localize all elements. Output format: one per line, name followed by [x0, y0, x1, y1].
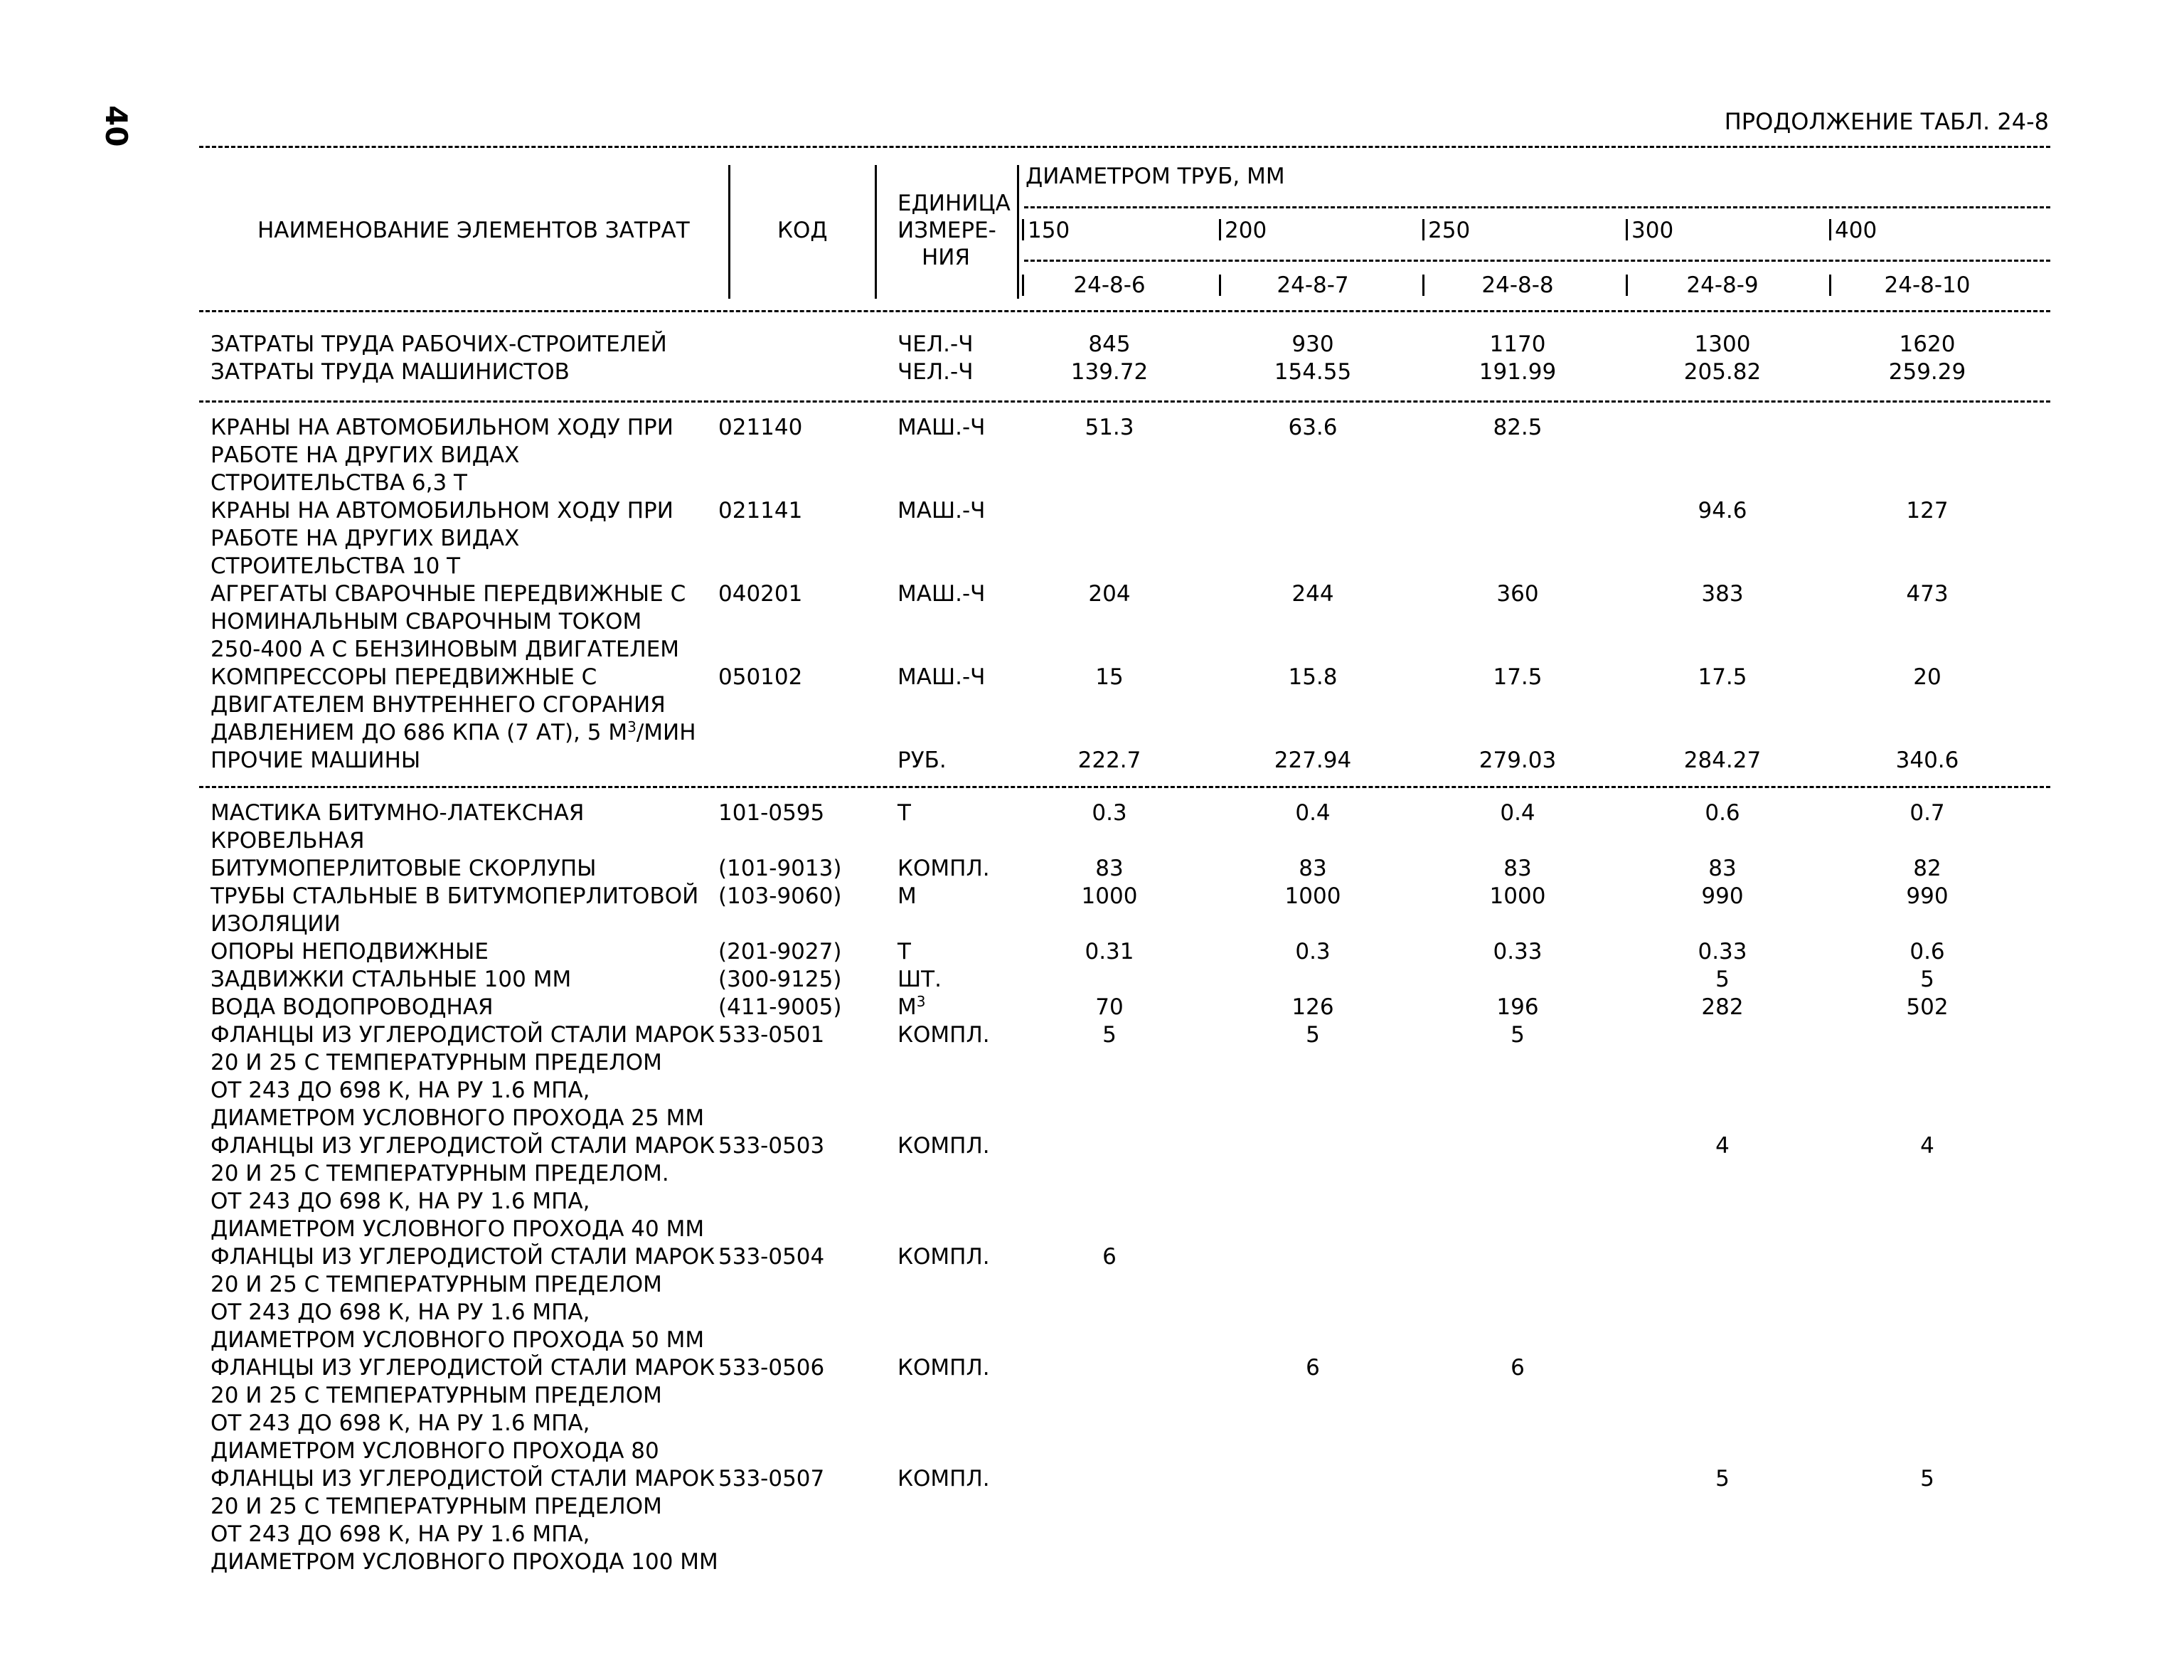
row-code: (201-9027) [718, 939, 842, 964]
row-code: 101-0595 [718, 800, 825, 826]
diameter-divider [1022, 219, 1024, 240]
norm-code: 24-8-9 [1686, 272, 1759, 298]
norm-code: 24-8-6 [1073, 272, 1146, 298]
row-value: 1000 [1489, 883, 1546, 909]
row-value: 930 [1291, 331, 1334, 357]
diameter-divider [1422, 275, 1424, 296]
row-code: 533-0504 [718, 1244, 825, 1270]
row-value: 1170 [1489, 331, 1546, 357]
header-name: НАИМЕНОВАНИЕ ЭЛЕМЕНТОВ ЗАТРАТ [257, 218, 690, 243]
row-value: 0.6 [1705, 800, 1740, 826]
row-name-line: ФЛАНЦЫ ИЗ УГЛЕРОДИСТОЙ СТАЛИ МАРОК [211, 1355, 715, 1381]
row-unit: КОМПЛ. [897, 856, 990, 881]
row-value: 82.5 [1493, 415, 1543, 440]
row-value: 5 [1511, 1022, 1525, 1048]
superscript: 3 [627, 718, 636, 735]
row-value: 1620 [1899, 331, 1956, 357]
row-unit: КОМПЛ. [897, 1022, 990, 1048]
header-divider [875, 165, 877, 299]
header-divider [728, 165, 730, 299]
row-unit: МАШ.-Ч [897, 581, 986, 607]
diameter-400: 400 [1835, 218, 1877, 243]
row-unit: М [897, 883, 917, 909]
row-value: 154.55 [1274, 359, 1352, 385]
row-name-line: ФЛАНЦЫ ИЗ УГЛЕРОДИСТОЙ СТАЛИ МАРОК [211, 1466, 715, 1492]
row-code: (101-9013) [718, 856, 842, 881]
norm-code: 24-8-8 [1481, 272, 1554, 298]
row-value: 5 [1920, 1466, 1934, 1492]
row-name-line: ОТ 243 ДО 698 К, НА РУ 1.6 МПА, [211, 1410, 590, 1436]
row-code: 533-0501 [718, 1022, 825, 1048]
row-value: 259.29 [1888, 359, 1966, 385]
row-value: 340.6 [1895, 748, 1959, 773]
row-unit: ЧЕЛ.-Ч [897, 359, 974, 385]
row-value: 360 [1496, 581, 1539, 607]
row-name: ЗАТРАТЫ ТРУДА МАШИНИСТОВ [211, 359, 570, 385]
row-name-line: 250-400 А С БЕНЗИНОВЫМ ДВИГАТЕЛЕМ [211, 637, 680, 662]
row-value: 5 [1920, 967, 1934, 992]
row-value: 82 [1913, 856, 1941, 881]
diameter-300: 300 [1631, 218, 1674, 243]
norm-code: 24-8-10 [1884, 272, 1971, 298]
row-unit: МАШ.-Ч [897, 415, 986, 440]
row-code: 050102 [718, 664, 803, 690]
row-value: 51.3 [1085, 415, 1134, 440]
header-unit-3: НИЯ [922, 245, 971, 270]
row-name-line: ОПОРЫ НЕПОДВИЖНЫЕ [211, 939, 489, 964]
row-unit: ШТ. [897, 967, 942, 992]
row-value: 204 [1088, 581, 1131, 607]
diameter-divider [1219, 219, 1221, 240]
section-rule [199, 786, 2050, 788]
row-value: 15 [1095, 664, 1124, 690]
row-name-line: ДИАМЕТРОМ УСЛОВНОГО ПРОХОДА 80 [211, 1438, 659, 1464]
row-value: 0.4 [1295, 800, 1331, 826]
row-name-line: КРАНЫ НА АВТОМОБИЛЬНОМ ХОДУ ПРИ [211, 498, 673, 523]
row-value: 83 [1708, 856, 1737, 881]
row-code: (103-9060) [718, 883, 842, 909]
row-value: 284.27 [1683, 748, 1762, 773]
row-value: 4 [1920, 1133, 1934, 1159]
row-name-line: ОТ 243 ДО 698 К, НА РУ 1.6 МПА, [211, 1078, 590, 1103]
diameter-200: 200 [1225, 218, 1267, 243]
row-value: 0.6 [1909, 939, 1945, 964]
row-code: 533-0506 [718, 1355, 825, 1381]
row-value: 5 [1102, 1022, 1117, 1048]
row-value: 0.33 [1493, 939, 1543, 964]
row-name-line: ДАВЛЕНИЕМ ДО 686 КПА (7 АТ), 5 $М^3$/МИН [211, 718, 696, 745]
row-value: 205.82 [1683, 359, 1762, 385]
row-name-line: 20 И 25 С ТЕМПЕРАТУРНЫМ ПРЕДЕЛОМ [211, 1272, 662, 1297]
row-name-line: ДИАМЕТРОМ УСЛОВНОГО ПРОХОДА 50 ММ [211, 1327, 705, 1353]
page-number: 40 [99, 105, 134, 147]
row-name-line: ДИАМЕТРОМ УСЛОВНОГО ПРОХОДА 40 ММ [211, 1216, 705, 1242]
row-unit: Т [897, 800, 911, 826]
header-code: КОД [777, 218, 828, 243]
row-name-line: СТРОИТЕЛЬСТВА 10 Т [211, 553, 461, 579]
row-code: (411-9005) [718, 994, 842, 1020]
row-name-line: ОТ 243 ДО 698 К, НА РУ 1.6 МПА, [211, 1299, 590, 1325]
continuation-title: ПРОДОЛЖЕНИЕ ТАБЛ. 24-8 [1724, 108, 2049, 135]
row-name-line: РАБОТЕ НА ДРУГИХ ВИДАХ [211, 526, 520, 551]
row-value: 473 [1906, 581, 1949, 607]
diameter-divider [1422, 219, 1424, 240]
row-value: 94.6 [1698, 498, 1747, 523]
section-rule [199, 400, 2050, 403]
row-value: 139.72 [1070, 359, 1149, 385]
row-name-line: ДИАМЕТРОМ УСЛОВНОГО ПРОХОДА 100 ММ [211, 1549, 718, 1575]
row-value: 6 [1306, 1355, 1320, 1381]
row-value: 0.33 [1698, 939, 1747, 964]
norm-code: 24-8-7 [1277, 272, 1349, 298]
row-value: 6 [1511, 1355, 1525, 1381]
row-value: 20 [1913, 664, 1941, 690]
row-name-line: КРАНЫ НА АВТОМОБИЛЬНОМ ХОДУ ПРИ [211, 415, 673, 440]
top-rule [199, 146, 2050, 148]
row-name-line: КОМПРЕССОРЫ ПЕРЕДВИЖНЫЕ С [211, 664, 597, 690]
row-unit: МАШ.-Ч [897, 498, 986, 523]
diameter-250: 250 [1428, 218, 1471, 243]
row-unit: ЧЕЛ.-Ч [897, 331, 974, 357]
row-unit: КОМПЛ. [897, 1355, 990, 1381]
row-value: 1000 [1284, 883, 1341, 909]
row-value: 6 [1102, 1244, 1117, 1270]
diameter-divider [1219, 275, 1221, 296]
diameter-divider [1626, 275, 1628, 296]
header-divider [1017, 165, 1019, 299]
row-unit: КОМПЛ. [897, 1466, 990, 1492]
row-name-line: 20 И 25 С ТЕМПЕРАТУРНЫМ ПРЕДЕЛОМ. [211, 1161, 669, 1186]
row-value: 83 [1503, 856, 1532, 881]
row-value: 191.99 [1479, 359, 1557, 385]
row-value: 4 [1715, 1133, 1730, 1159]
row-name-line: ОТ 243 ДО 698 К, НА РУ 1.6 МПА, [211, 1521, 590, 1547]
row-name-line: ОТ 243 ДО 698 К, НА РУ 1.6 МПА, [211, 1189, 590, 1214]
row-unit: РУБ. [897, 748, 947, 773]
row-value: 17.5 [1493, 664, 1543, 690]
row-unit: КОМПЛ. [897, 1244, 990, 1270]
row-name-line: АГРЕГАТЫ СВАРОЧНЫЕ ПЕРЕДВИЖНЫЕ С [211, 581, 686, 607]
row-value: 63.6 [1288, 415, 1338, 440]
row-value: 15.8 [1288, 664, 1338, 690]
row-value: 196 [1496, 994, 1539, 1020]
row-value: 502 [1906, 994, 1949, 1020]
row-value: 244 [1291, 581, 1334, 607]
row-name-line: ДИАМЕТРОМ УСЛОВНОГО ПРОХОДА 25 ММ [211, 1105, 705, 1131]
row-name-line: ЗАДВИЖКИ СТАЛЬНЫЕ 100 ММ [211, 967, 572, 992]
row-value: 5 [1715, 1466, 1730, 1492]
row-name-line: РАБОТЕ НА ДРУГИХ ВИДАХ [211, 442, 520, 468]
header-diameter: ДИАМЕТРОМ ТРУБ, ММ [1026, 164, 1285, 189]
row-value: 282 [1701, 994, 1744, 1020]
row-name-line: БИТУМОПЕРЛИТОВЫЕ СКОРЛУПЫ [211, 856, 597, 881]
row-name: ЗАТРАТЫ ТРУДА РАБОЧИХ-СТРОИТЕЛЕЙ [211, 331, 667, 357]
superscript: 3 [916, 993, 926, 1010]
row-value: 17.5 [1698, 664, 1747, 690]
row-name-line: 20 И 25 С ТЕМПЕРАТУРНЫМ ПРЕДЕЛОМ [211, 1050, 662, 1075]
row-value: 5 [1306, 1022, 1320, 1048]
header-rule [1024, 260, 2050, 262]
row-name-line: 20 И 25 С ТЕМПЕРАТУРНЫМ ПРЕДЕЛОМ [211, 1383, 662, 1408]
row-name-line: 20 И 25 С ТЕМПЕРАТУРНЫМ ПРЕДЕЛОМ [211, 1494, 662, 1519]
row-value: 279.03 [1479, 748, 1557, 773]
row-value: 990 [1701, 883, 1744, 909]
diameter-divider [1022, 275, 1024, 296]
row-value: 227.94 [1274, 748, 1352, 773]
row-value: 0.3 [1092, 800, 1127, 826]
row-value: 845 [1088, 331, 1131, 357]
row-value: 83 [1299, 856, 1327, 881]
row-code: 021141 [718, 498, 803, 523]
row-unit: КОМПЛ. [897, 1133, 990, 1159]
row-value: 1000 [1081, 883, 1138, 909]
unit-suffix: /МИН [636, 720, 696, 745]
header-unit-1: ЕДИНИЦА [897, 191, 1011, 216]
row-value: 126 [1291, 994, 1334, 1020]
header-rule [1024, 206, 2050, 208]
header-bottom-rule [199, 310, 2050, 312]
diameter-150: 150 [1028, 218, 1070, 243]
row-name-line: МАСТИКА БИТУМНО-ЛАТЕКСНАЯ [211, 800, 585, 826]
row-value: 222.7 [1077, 748, 1141, 773]
row-name-line: ИЗОЛЯЦИИ [211, 911, 341, 937]
row-code: 533-0503 [718, 1133, 825, 1159]
diameter-divider [1626, 219, 1628, 240]
row-code: 021140 [718, 415, 803, 440]
row-value: 0.7 [1909, 800, 1945, 826]
row-code: 040201 [718, 581, 803, 607]
row-value: 990 [1906, 883, 1949, 909]
row-code: (300-9125) [718, 967, 842, 992]
row-name-line: СТРОИТЕЛЬСТВА 6,3 Т [211, 470, 467, 496]
row-value: 0.31 [1085, 939, 1134, 964]
diameter-divider [1829, 219, 1831, 240]
row-name-line: ВОДА ВОДОПРОВОДНАЯ [211, 994, 494, 1020]
row-name-line: ТРУБЫ СТАЛЬНЫЕ В БИТУМОПЕРЛИТОВОЙ [211, 883, 699, 909]
row-value: 0.4 [1500, 800, 1535, 826]
row-unit: МАШ.-Ч [897, 664, 986, 690]
row-code: 533-0507 [718, 1466, 825, 1492]
row-value: 1300 [1694, 331, 1751, 357]
row-value: 83 [1095, 856, 1124, 881]
row-name-line: ФЛАНЦЫ ИЗ УГЛЕРОДИСТОЙ СТАЛИ МАРОК [211, 1244, 715, 1270]
row-unit: Т [897, 939, 911, 964]
row-name-line: ФЛАНЦЫ ИЗ УГЛЕРОДИСТОЙ СТАЛИ МАРОК [211, 1022, 715, 1048]
row-unit: $М^3$ [897, 993, 926, 1020]
row-name-line: КРОВЕЛЬНАЯ [211, 828, 365, 854]
row-value: 383 [1701, 581, 1744, 607]
diameter-divider [1829, 275, 1831, 296]
header-unit-2: ИЗМЕРЕ- [897, 218, 996, 243]
row-value: 0.3 [1295, 939, 1331, 964]
row-value: 127 [1906, 498, 1949, 523]
row-name-line: НОМИНАЛЬНЫМ СВАРОЧНЫМ ТОКОМ [211, 609, 642, 634]
row-value: 5 [1715, 967, 1730, 992]
row-name-line: ФЛАНЦЫ ИЗ УГЛЕРОДИСТОЙ СТАЛИ МАРОК [211, 1133, 715, 1159]
row-name-line: ДВИГАТЕЛЕМ ВНУТРЕННЕГО СГОРАНИЯ [211, 692, 666, 718]
row-value: 70 [1095, 994, 1124, 1020]
row-name-line: ПРОЧИЕ МАШИНЫ [211, 748, 421, 773]
